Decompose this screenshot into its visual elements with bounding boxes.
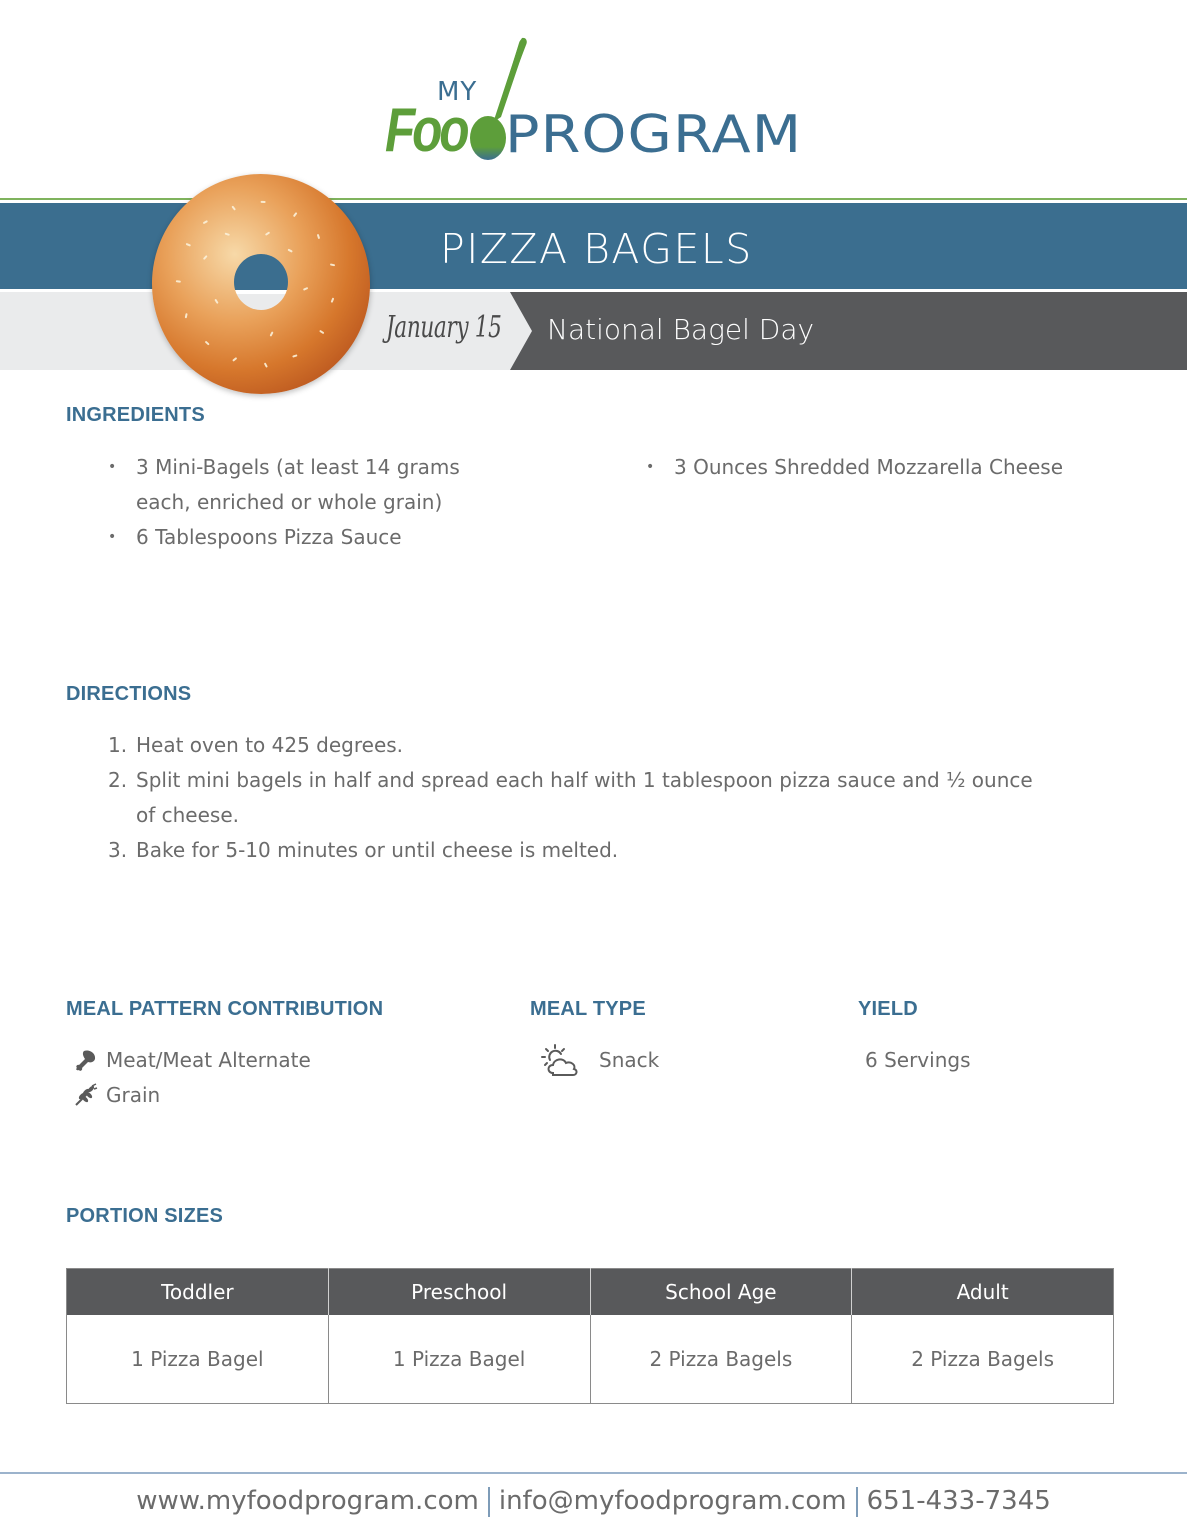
wheat-icon [74, 1083, 98, 1107]
portion-sizes-table [66, 1268, 1114, 1404]
direction-step [108, 763, 1048, 833]
column-header: Preschool [328, 1269, 590, 1316]
sun-cloud-icon [541, 1043, 581, 1077]
directions-list [108, 728, 1048, 868]
step-text: Split mini bagels in half and spread each half with 1 tablespoon pizza sauce and ½ ounce of cheese. [136, 768, 1033, 827]
ingredients-heading: INGREDIENTS [66, 404, 205, 426]
footer-contact [0, 1486, 1187, 1517]
table-cell: 2 Pizza Bagels [911, 1347, 1055, 1371]
separator [856, 1487, 858, 1517]
meal-pattern-heading: MEAL PATTERN CONTRIBUTION [66, 998, 384, 1020]
ingredient-item: • 3 Ounces Shredded Mozzarella Cheese [646, 450, 1126, 485]
step-text: Heat oven to 425 degrees. [136, 733, 404, 757]
table-header-row [67, 1269, 1114, 1316]
meal-pattern-item [74, 1048, 311, 1072]
logo-my-text: MY [437, 77, 478, 107]
accent-line [0, 198, 1187, 200]
table-row [67, 1315, 1114, 1404]
meal-type-heading: MEAL TYPE [530, 998, 646, 1020]
email-link[interactable]: info@myfoodprogram.com [498, 1486, 847, 1516]
column-header: Toddler [67, 1269, 329, 1316]
bagel-hole [234, 254, 288, 310]
separator [488, 1487, 490, 1517]
meal-type-item [541, 1043, 659, 1077]
yield-value: 6 Servings [865, 1048, 971, 1072]
ingredient-item: • 3 Mini-Bagels (at least 14 grams each, enriched or whole grain) [108, 450, 508, 520]
table-cell: 2 Pizza Bagels [590, 1315, 852, 1404]
table-cell: 1 Pizza Bagel [328, 1315, 590, 1404]
step-text: Bake for 5-10 minutes or until cheese is melted. [136, 838, 619, 862]
footer-divider [0, 1472, 1187, 1474]
meal-pattern-label: Meat/Meat Alternate [106, 1048, 311, 1072]
column-header: School Age [590, 1269, 852, 1316]
column-header: Adult [852, 1269, 1114, 1316]
drumstick-icon [74, 1048, 98, 1072]
step-number: 1. [108, 733, 128, 757]
portion-sizes-heading: PORTION SIZES [66, 1205, 224, 1227]
ingredient-item: • 6 Tablespoons Pizza Sauce [108, 520, 508, 555]
table-cell: 1 Pizza Bagel [67, 1315, 329, 1404]
directions-heading: DIRECTIONS [66, 683, 192, 705]
brand-logo [385, 35, 815, 165]
step-number: 3. [108, 838, 128, 862]
occasion-date: January 15 [386, 310, 502, 345]
meal-pattern-item [74, 1083, 160, 1107]
yield-heading: YIELD [858, 998, 918, 1020]
direction-step [108, 728, 1048, 763]
website-link[interactable]: www.myfoodprogram.com [136, 1486, 479, 1516]
step-number: 2. [108, 768, 128, 792]
ingredients-list-left [108, 450, 508, 555]
direction-step [108, 833, 1048, 868]
logo-program-text: PROGRAM [505, 105, 803, 165]
meal-pattern-label: Grain [106, 1083, 161, 1107]
logo-food-text: Foo [385, 96, 467, 165]
recipe-title: PIZZA BAGELS [440, 225, 753, 273]
occasion-name: National Bagel Day [547, 313, 815, 346]
ingredients-list-right [646, 450, 1126, 485]
meal-type-value: Snack [599, 1048, 660, 1072]
phone-number: 651-433-7345 [866, 1486, 1051, 1516]
